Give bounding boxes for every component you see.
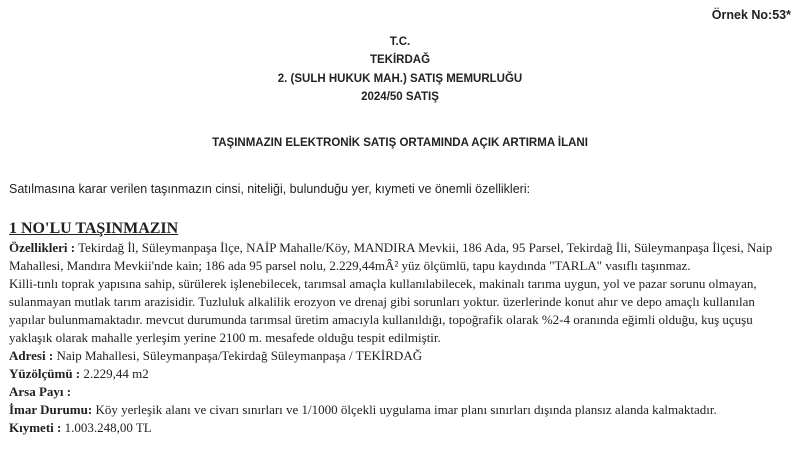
sample-number: Örnek No:53* [711,8,791,22]
address-value: Naip Mahallesi, Süleymanpaşa/Tekirdağ Süleymanpaşa / TEKİRDAĞ [53,348,423,363]
zoning-row [9,401,784,419]
features-row [9,239,784,275]
header-line-city: TEKİRDAĞ [369,54,431,67]
area-row [9,365,784,383]
features-value: Tekirdağ İl, Süleymanpaşa İlçe, NAİP Mahalle/Köy, MANDIRA Mevkii, 186 Ada, 95 Parsel, Tekirdağ İli, Süleymanpaşa İlçesi, Naip Mahallesi, Mandıra Mevkii'nde kain; 186 ada 95 parsel nolu, 2.229,44mÂ² yüz ölçümlü, tapu kaydında "TARLA" vasıflı taşınmaz. [9,240,773,273]
value-row [9,419,784,437]
address-label: Adresi : [9,348,54,363]
property-section [9,219,784,437]
features-label: Özellikleri : [9,240,76,255]
document-header [0,33,800,106]
property-heading: 1 NO'LU TAŞINMAZIN [9,220,179,237]
value-amount: 1.003.248,00 TL [61,420,152,435]
area-label: Yüzölçümü : [9,366,81,381]
description-row: Killi-tınlı toprak yapısına sahip, sürülerek işlenebilecek, tarımsal amaçla kullanılabilecek, makinalı tarıma uygun, yol ve pazar sorunu olmayan, sulanmayan mutlak tarım arazisidir. Tuzluluk alkalilik erozyon ve drenaj gibi sorunları yoktur. üzerlerinde konut ahır ve depo amaçlı kullanılan yapılar bulunmamaktadır. mevcut durumunda tarımsal üretim amacıyla kullanıldığı, topoğrafik olarak %2-4 oranında eğimli olduğu, kuş uçuşu yaklaşık olarak mahalle yerleşim yerine 2100 m. mesafede olduğu tespit edilmiştir. [9,276,757,345]
header-line-office: 2. (SULH HUKUK MAH.) SATIŞ MEMURLUĞU [277,72,523,85]
header-line-file-no: 2024/50 SATIŞ [361,90,439,103]
area-value: 2.229,44 m2 [80,366,149,381]
share-label: Arsa Payı : [9,384,72,399]
zoning-value: Köy yerleşik alanı ve civarı sınırları ve 1/1000 ölçekli uygulama imar planı sınırları dışında plansız alanda kalmaktadır. [92,402,717,417]
header-line-republic: T.C. [389,36,411,48]
address-row [9,347,784,365]
zoning-label: İmar Durumu: [9,402,93,417]
notice-title: TAŞINMAZIN ELEKTRONİK SATIŞ ORTAMINDA AÇIK ARTIRMA İLANI [212,137,588,149]
share-row [9,383,784,401]
intro-text: Satılmasına karar verilen taşınmazın cinsi, niteliği, bulunduğu yer, kıymeti ve önemli özellikleri: [9,182,531,196]
value-label: Kıymeti : [9,420,62,435]
